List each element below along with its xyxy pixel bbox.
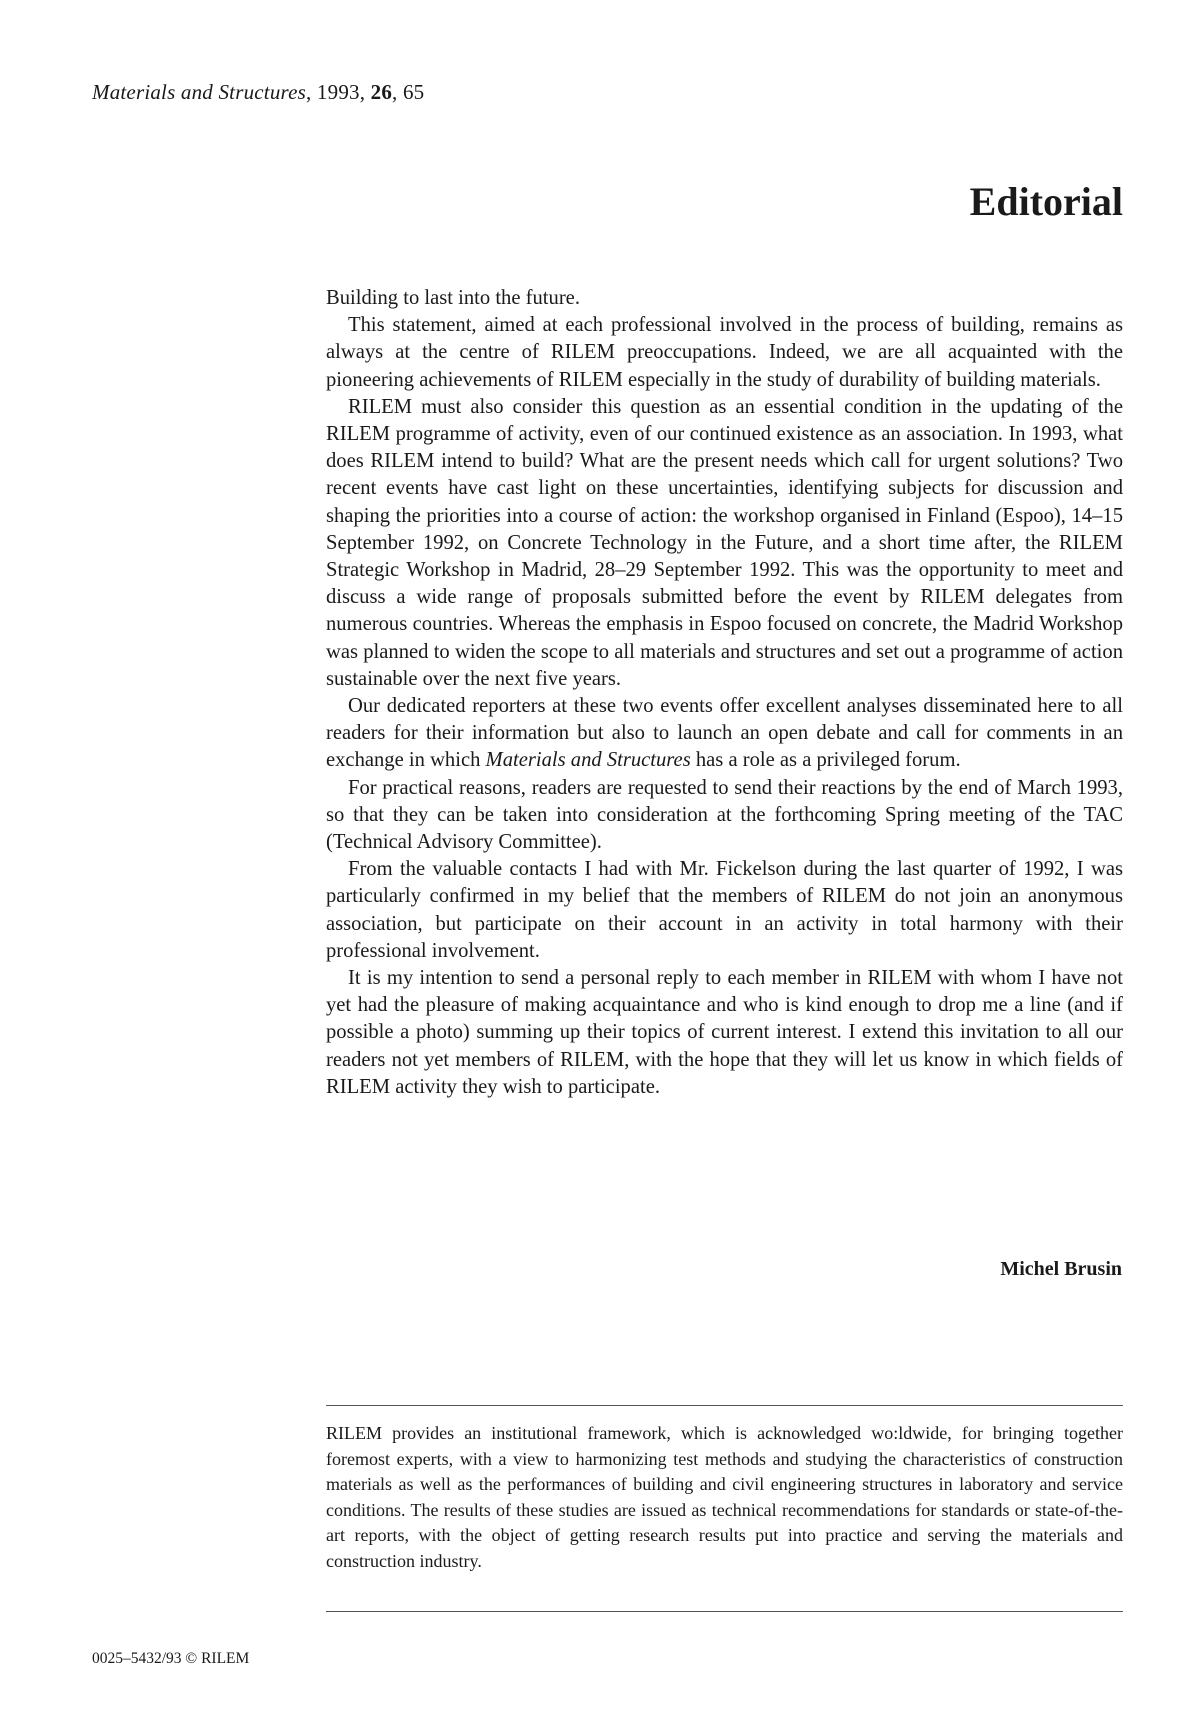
paragraph-text: has a role as a privileged forum.	[690, 749, 961, 772]
divider	[326, 1405, 1123, 1406]
paragraph: Building to last into the future.	[326, 287, 580, 309]
citation-separator: ,	[306, 80, 317, 104]
divider	[326, 1611, 1123, 1612]
paragraph-text: Our dedicated reporters at these two events offer excellent analyses disseminated here to all readers for their information but also to launch an open debate and call for comments in an exchange in which	[326, 695, 1123, 772]
editorial-body	[326, 285, 1123, 1101]
paragraph: For practical reasons, readers are requested to send their reactions by the end of March 1993, so that they can be taken into consideration at the forthcoming Spring meeting of the TAC (Technical Advisory Committee).	[326, 776, 1123, 854]
journal-year: 1993	[316, 80, 360, 104]
author-signature: Michel Brusin	[1000, 1258, 1122, 1280]
journal-citation	[92, 80, 424, 105]
page-title: Editorial	[969, 179, 1123, 224]
citation-separator: ,	[359, 80, 371, 104]
paragraph	[326, 693, 1123, 775]
journal-name: Materials and Structures	[92, 80, 307, 104]
citation-separator: ,	[392, 80, 403, 104]
journal-volume: 26	[370, 80, 393, 104]
journal-name-inline: Materials and Structures	[485, 749, 691, 772]
rilem-footnote: RILEM provides an institutional framework, which is acknowledged wo:ldwide, for bringing together foremost experts, with a view to harmonizing test methods and studying the characteristics of construction materials as well as the performances of building and civil engineering structures in laboratory and service conditions. The results of these studies are issued as technical recommendations for standards or state-of-the-art reports, with the object of getting research results put into practice and serving the materials and construction industry.	[326, 1423, 1123, 1571]
paragraph: From the valuable contacts I had with Mr. Fickelson during the last quarter of 1992, I was particularly confirmed in my belief that the members of RILEM do not join an anonymous association, but participate on their account in an activity in total harmony with their professional involvement.	[326, 858, 1123, 962]
paragraph: It is my intention to send a personal reply to each member in RILEM with whom I have not yet had the pleasure of making acquaintance and who is kind enough to drop me a line (and if possible a photo) summing up their topics of current interest. I extend this invitation to all our readers not yet members of RILEM, with the hope that they will let us know in which fields of RILEM activity they wish to participate.	[326, 967, 1123, 1098]
paragraph: This statement, aimed at each professional involved in the process of building, remains as always at the centre of RILEM preoccupations. Indeed, we are all acquainted with the pioneering achievements of RILEM especially in the study of durability of building materials.	[326, 314, 1123, 391]
journal-page: 65	[402, 80, 425, 104]
paragraph: RILEM must also consider this question as an essential condition in the updating of the RILEM programme of activity, even of our continued existence as an association. In 1993, what does RILEM intend to build? What are the present needs which call for urgent solutions? Two recent events have cast light on these uncertainties, identifying subjects for discussion and shaping the priorities into a course of action: the workshop organised in Finland (Espoo), 14–15 September 1992, on Concrete Technology in the Future, and a short time after, the RILEM Strategic Workshop in Madrid, 28–29 September 1992. This was the opportunity to meet and discuss a wide range of proposals submitted before the event by RILEM delegates from numerous countries. Whereas the emphasis in Espoo focused on concrete, the Madrid Workshop was planned to widen the scope to all materials and structures and set out a programme of action sustainable over the next five years.	[326, 395, 1123, 690]
issn-copyright: 0025–5432/93 © RILEM	[92, 1650, 250, 1667]
